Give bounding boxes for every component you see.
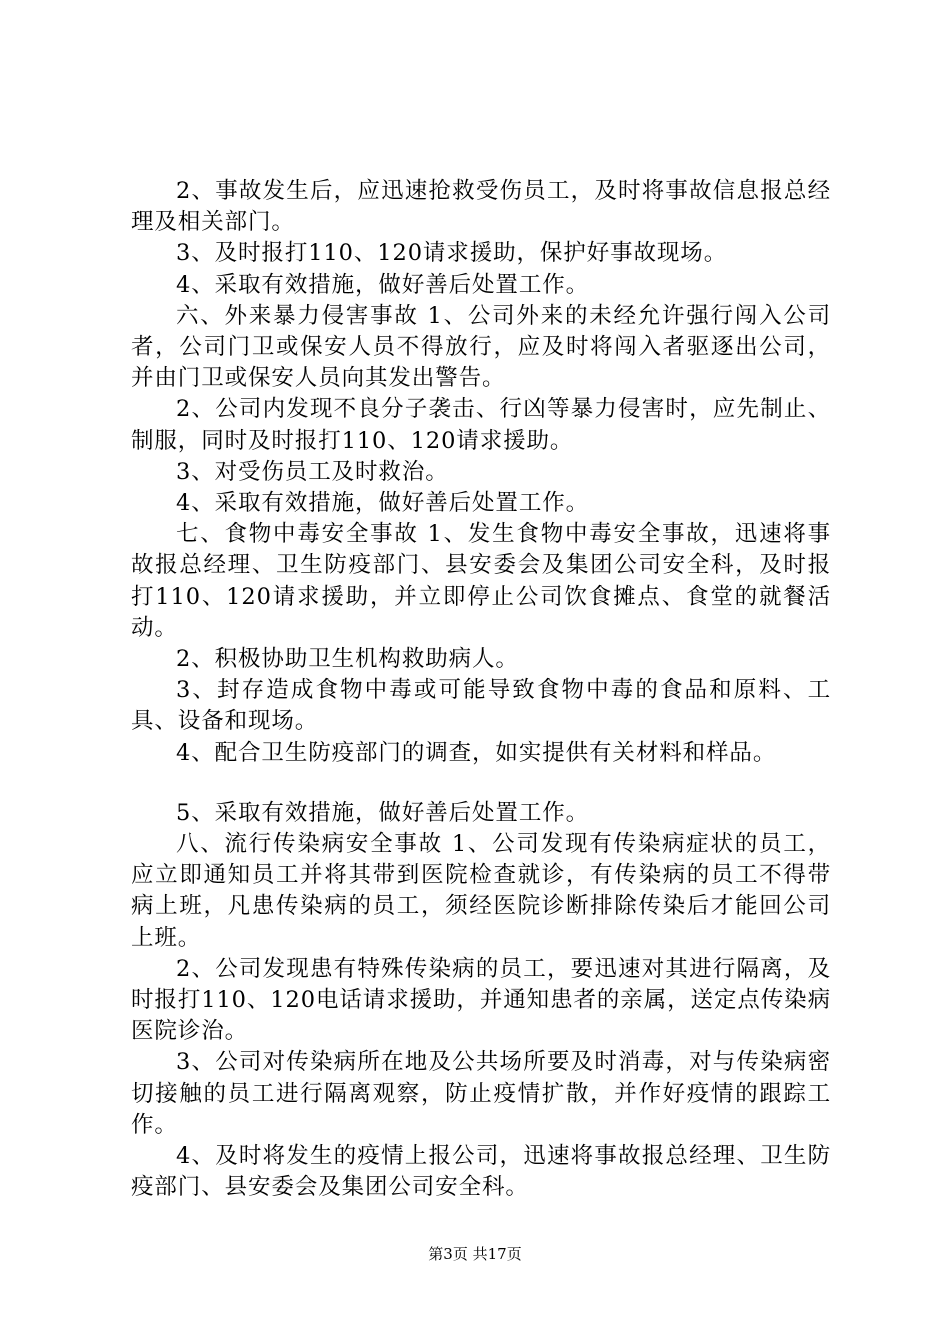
document-body — [131, 176, 831, 1204]
paragraph: 2、积极协助卫生机构救助病人。 — [176, 646, 519, 673]
paragraph: 2、公司内发现不良分子袭击、行凶等暴力侵害时，应先制止、制服，同时及时报打110、120请求援助。 — [131, 396, 831, 454]
paragraph: 3、公司对传染病所在地及公共场所要及时消毒，对与传染病密切接触的员工进行隔离观察，防止疫情扩散，并作好疫情的跟踪工作。 — [131, 1049, 831, 1138]
paragraph: 六、外来暴力侵害事故 1、公司外来的未经允许强行闯入公司者，公司门卫或保安人员不得放行，应及时将闯入者驱逐出公司，并由门卫或保安人员向其发出警告。 — [131, 302, 831, 392]
paragraph: 3、封存造成食物中毒或可能导致食物中毒的食品和原料、工具、设备和现场。 — [131, 677, 831, 735]
paragraph: 2、事故发生后，应迅速抢救受伤员工，及时将事故信息报总经理及相关部门。 — [131, 178, 831, 236]
paragraph: 4、及时将发生的疫情上报公司，迅速将事故报总经理、卫生防疫部门、县安委会及集团公司安全科。 — [131, 1143, 831, 1201]
paragraph: 3、及时报打110、120请求援助，保护好事故现场。 — [176, 240, 728, 267]
page-number-footer: 第3页 共17页 — [428, 1245, 522, 1263]
paragraph: 4、配合卫生防疫部门的调查，如实提供有关材料和样品。 — [176, 739, 777, 766]
paragraph: 4、采取有效措施，做好善后处置工作。 — [176, 271, 590, 298]
paragraph: 5、采取有效措施，做好善后处置工作。 — [176, 799, 590, 826]
paragraph: 七、食物中毒安全事故 1、发生食物中毒安全事故，迅速将事故报总经理、卫生防疫部门、县安委会及集团公司安全科，及时报打110、120请求援助，并立即停止公司饮食摊点、食堂的就餐活动。 — [131, 521, 831, 641]
paragraph: 八、流行传染病安全事故 1、公司发现有传染病症状的员工，应立即通知员工并将其带到医院检查就诊，有传染病的员工不得带病上班，凡患传染病的员工，须经医院诊断排除传染后才能回公司上班。 — [131, 831, 831, 951]
paragraph: 3、对受伤员工及时救治。 — [176, 458, 449, 485]
paragraph: 4、采取有效措施，做好善后处置工作。 — [176, 490, 590, 517]
paragraph-gap — [131, 769, 831, 798]
paragraph: 2、公司发现患有特殊传染病的员工，要迅速对其进行隔离，及时报打110、120电话请求援助，并通知患者的亲属，送定点传染病医院诊治。 — [131, 955, 831, 1045]
